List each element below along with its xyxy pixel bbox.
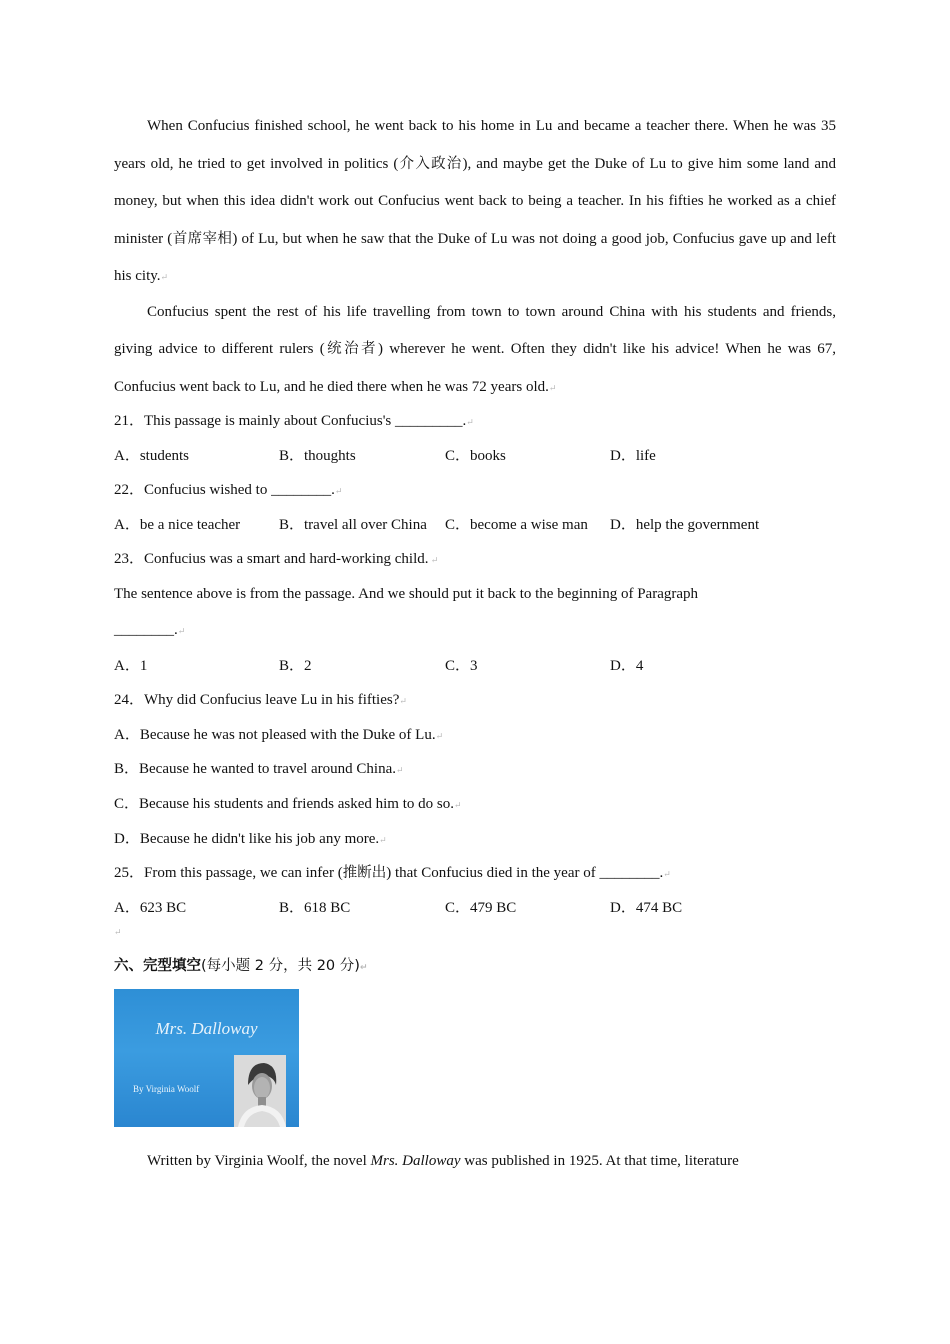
passage-paragraph-2 bbox=[114, 294, 836, 408]
question-text: 21．This passage is mainly about Confucius's _________. bbox=[114, 413, 467, 429]
cover-title: Mrs. Dalloway bbox=[155, 1019, 258, 1039]
question-21-options bbox=[114, 439, 836, 474]
text-run: Confucius spent the rest of his life travelling from town to town around China with his students and friends, giving advice to different rulers ( bbox=[114, 303, 836, 357]
paragraph-mark-icon: ↵ bbox=[453, 799, 462, 810]
question-text: 23．Confucius was a smart and hard-working child. bbox=[114, 551, 429, 568]
text-run: ) wherever he went. Often they didn't like his advice! When he was 67, Confucius went back to Lu, and he died there when he was 72 years old. bbox=[114, 341, 837, 395]
section-score: (每小题 2 分，共 20 分) bbox=[201, 958, 360, 975]
text-run: When Confucius finished school, he went back to his home in Lu and became a teacher there. When he was 35 years old, he tried to get involved in politics ( bbox=[114, 118, 836, 172]
question-23-note bbox=[114, 577, 836, 612]
text-run: Written by Virginia Woolf, the novel bbox=[147, 1153, 371, 1170]
question-21-stem bbox=[114, 404, 836, 439]
option-c: C．books bbox=[445, 447, 506, 464]
question-22-stem bbox=[114, 473, 836, 508]
paragraph-mark-icon: ↵ bbox=[379, 834, 387, 845]
paragraph-mark-icon: ↵ bbox=[334, 486, 343, 497]
option-d: D．4 bbox=[610, 657, 644, 674]
question-23-options bbox=[114, 649, 836, 684]
paragraph-mark-icon: ↵ bbox=[663, 869, 671, 880]
option-d: D．life bbox=[610, 447, 656, 464]
question-25-options bbox=[114, 891, 836, 926]
paragraph-mark-icon: ↵ bbox=[114, 927, 122, 938]
option-a: A．students bbox=[114, 447, 190, 464]
chinese-gloss: 推断出 bbox=[342, 865, 387, 882]
option-d: D．help the government bbox=[610, 516, 760, 533]
chinese-gloss: 首席宰相 bbox=[172, 230, 233, 247]
option-a: A．623 BC bbox=[114, 899, 187, 916]
empty-paragraph bbox=[114, 925, 836, 943]
paragraph-mark-icon: ↵ bbox=[396, 765, 404, 776]
paragraph-mark-icon: ↵ bbox=[399, 696, 407, 707]
option-b: B．2 bbox=[279, 657, 312, 674]
question-text: 25．From this passage, we can infer ( bbox=[114, 865, 343, 882]
option-b: B．travel all over China bbox=[279, 516, 427, 533]
text-run: was published in 1925. At that time, literature bbox=[460, 1153, 739, 1170]
option-c: C．become a wise man bbox=[445, 516, 588, 533]
option-b bbox=[114, 752, 836, 787]
option-c bbox=[114, 787, 836, 822]
paragraph-mark-icon: ↵ bbox=[359, 963, 368, 974]
chinese-gloss: 介入政治 bbox=[398, 155, 463, 172]
option-c: C．479 BC bbox=[445, 899, 517, 916]
option-a: A．1 bbox=[114, 657, 148, 674]
question-text: 22．Confucius wished to ________. bbox=[114, 482, 335, 499]
question-text: The sentence above is from the passage. And we should put it back to the beginning of Paragraph bbox=[114, 585, 699, 602]
paragraph-mark-icon: ↵ bbox=[548, 382, 557, 393]
question-text: 24．Why did Confucius leave Lu in his fifties? bbox=[114, 692, 400, 709]
text-run: ), and maybe get the Duke of Lu to give him some land and money, but when this idea didn't work out Confucius went back to being a teacher. In his fifties he worked as a chief minister ( bbox=[114, 155, 836, 247]
option-c: C．3 bbox=[445, 657, 478, 674]
question-text: ) that Confucius died in the year of ________. bbox=[386, 865, 664, 882]
question-23-stem bbox=[114, 542, 836, 577]
cover-byline: By Virginia Woolf bbox=[133, 1084, 200, 1095]
option-text: D．Because he didn't like his job any more. bbox=[114, 830, 380, 847]
chinese-gloss: 统治者 bbox=[324, 341, 379, 357]
paragraph-mark-icon: ↵ bbox=[435, 730, 444, 741]
option-d bbox=[114, 822, 836, 857]
option-b: B．thoughts bbox=[279, 447, 356, 464]
novel-title: Mrs. Dalloway bbox=[370, 1153, 461, 1170]
question-25-stem bbox=[114, 856, 836, 891]
question-22-options bbox=[114, 508, 836, 543]
option-a bbox=[114, 718, 836, 753]
passage-paragraph-1 bbox=[114, 108, 836, 297]
paragraph-mark-icon: ↵ bbox=[177, 625, 186, 636]
closing-paragraph bbox=[114, 1143, 836, 1180]
question-24-stem bbox=[114, 683, 836, 718]
section-heading bbox=[114, 951, 836, 981]
paragraph-mark-icon: ↵ bbox=[428, 555, 439, 566]
author-portrait bbox=[234, 1055, 286, 1127]
portrait-illustration bbox=[234, 1055, 286, 1127]
text-run: ) of Lu, but when he saw that the Duke of Lu was not doing a good job, Confucius gave up and left his city. bbox=[114, 230, 837, 284]
option-text: A．Because he was not pleased with the Duke of Lu. bbox=[114, 726, 436, 743]
option-text: C．Because his students and friends asked him to do so. bbox=[114, 795, 454, 812]
document-page bbox=[114, 108, 836, 1180]
question-23-blank bbox=[114, 612, 836, 649]
section-title: 六、完型填空 bbox=[114, 958, 201, 975]
book-cover-image bbox=[114, 989, 299, 1127]
paragraph-mark-icon: ↵ bbox=[160, 272, 169, 282]
option-d: D．474 BC bbox=[610, 899, 683, 916]
answer-blank: ________. bbox=[114, 621, 178, 638]
option-text: B．Because he wanted to travel around China. bbox=[114, 761, 396, 778]
option-a: A．be a nice teacher bbox=[114, 516, 241, 533]
paragraph-mark-icon: ↵ bbox=[466, 417, 474, 427]
option-b: B．618 BC bbox=[279, 899, 351, 916]
